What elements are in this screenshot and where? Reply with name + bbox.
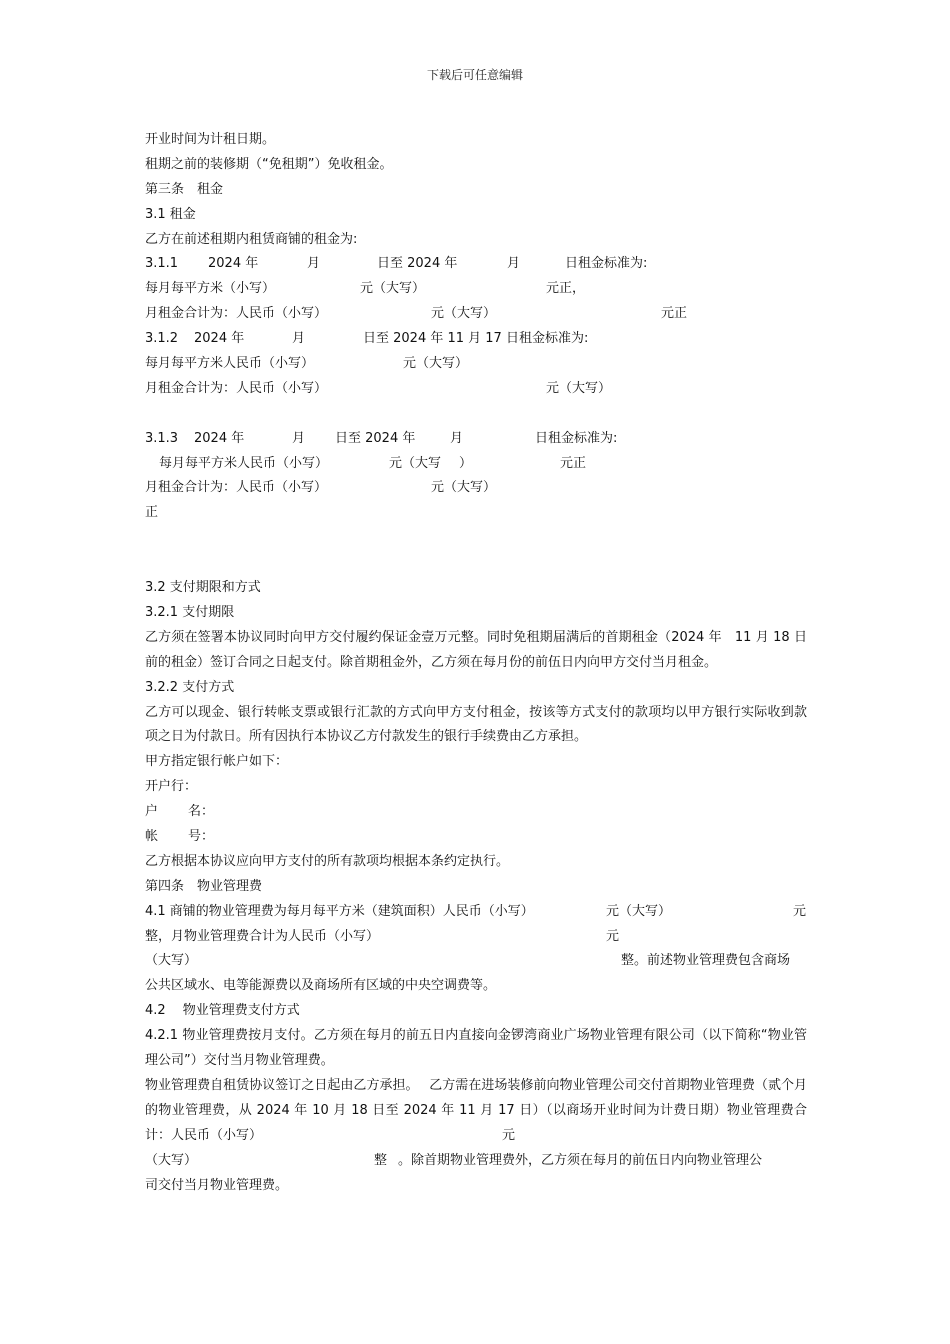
document-body — [145, 128, 807, 1198]
property-fee-line: （大写） 整。前述物业管理费包含商场 — [145, 953, 791, 969]
text-line: 公共区域水、电等能源费以及商场所有区域的中央空调费等。 — [145, 978, 497, 994]
rent-rate-line: 每月每平方米（小写） 元（大写） 元正， — [145, 281, 586, 297]
text-line: 乙方在前述租期内租赁商铺的租金为: — [145, 231, 358, 247]
rent-rate-line: 每月每平方米人民币（小写） 元（大写） — [145, 356, 469, 372]
clause-heading: 3.2 支付期限和方式 — [145, 580, 261, 596]
section-heading: 第三条 租金 — [145, 181, 224, 197]
page-header: 下载后可任意编辑 — [426, 68, 523, 82]
text-line: 甲方指定银行帐户如下： — [145, 754, 289, 770]
text-line: 开业时间为计租日期。 — [145, 132, 276, 147]
bank-name-line: 开户行： — [145, 779, 198, 795]
property-fee-line: 4.1 商铺的物业管理费为每月每平方米（建筑面积）人民币（小写） 元（大写） 元 — [145, 903, 807, 919]
account-number-line: 帐 号： — [145, 829, 215, 845]
payment-term-paragraph: 乙方须在签署本协议同时向甲方交付履约保证金壹万元整。同时免租期届满后的首期租金（2024 年 11 月 18 日前的租金）签订合同之日起支付。除首期租金外，乙方须在每月份的前伍日内向甲方交付当月租金。 — [145, 629, 807, 670]
rent-period-line: 3.1.1 2024 年 月 日至 2024 年 月 日租金标准为: — [145, 256, 648, 272]
clause-heading: 3.2.1 支付期限 — [145, 604, 235, 620]
payment-method-paragraph: 乙方可以现金、银行转帐支票或银行汇款的方式向甲方支付租金，按该等方式支付的款项均以甲方银行实际收到款项之日为付款日。所有因执行本协议乙方付款发生的银行手续费由乙方承担。 — [145, 704, 807, 745]
text-line: 司交付当月物业管理费。 — [145, 1177, 289, 1193]
rent-period-line: 3.1.2 2024 年 月 日至 2024 年 11 月 17 日租金标准为: — [145, 331, 589, 347]
clause-heading: 3.2.2 支付方式 — [145, 679, 235, 695]
rent-total-line: 月租金合计为：人民币（小写） 元（大写） — [145, 380, 612, 396]
section-heading: 第四条 物业管理费 — [145, 878, 263, 894]
text-line: 租期之前的装修期（“免租期”）免收租金。 — [145, 156, 393, 172]
clause-heading: 4.2 物业管理费支付方式 — [145, 1003, 300, 1019]
account-name-line: 户 名： — [145, 804, 215, 820]
blank-line — [145, 402, 807, 427]
text-line: 正 — [145, 505, 159, 521]
property-fee-payment-paragraph: 4.2.1 物业管理费按月支付。乙方须在每月的前五日内直接向金锣湾商业广场物业管理有限公司（以下简称“物业管理公司”）交付当月物业管理费。 — [145, 1028, 807, 1069]
rent-total-line: 月租金合计为：人民币（小写） 元（大写） — [145, 480, 497, 496]
clause-heading: 3.1 租金 — [145, 206, 196, 222]
blank-lines — [145, 526, 807, 576]
property-fee-line: （大写） 整 。除首期物业管理费外，乙方须在每月的前伍日内向物业管理公 — [145, 1152, 763, 1168]
first-property-fee-paragraph: 物业管理费自租赁协议签订之日起由乙方承担。 乙方需在进场装修前向物业管理公司交付首期物业管理费（贰个月的物业管理费，从 2024 年 10 月 18 日至 2024 年 11 月 17 日）（以商场开业时间为计费日期）物业管理费合计：人民币（小写） 元 — [145, 1077, 807, 1143]
rent-period-line: 3.1.3 2024 年 月 日至 2024 年 月 日租金标准为: — [145, 430, 618, 446]
rent-rate-line: 每月每平方米人民币（小写） 元（大写 ） 元正 — [159, 455, 587, 471]
rent-total-line: 月租金合计为：人民币（小写） 元（大写） 元正 — [145, 306, 688, 322]
property-fee-line: 整，月物业管理费合计为人民币（小写） 元 — [145, 928, 620, 944]
text-line: 乙方根据本协议应向甲方支付的所有款项均根据本条约定执行。 — [145, 853, 510, 869]
